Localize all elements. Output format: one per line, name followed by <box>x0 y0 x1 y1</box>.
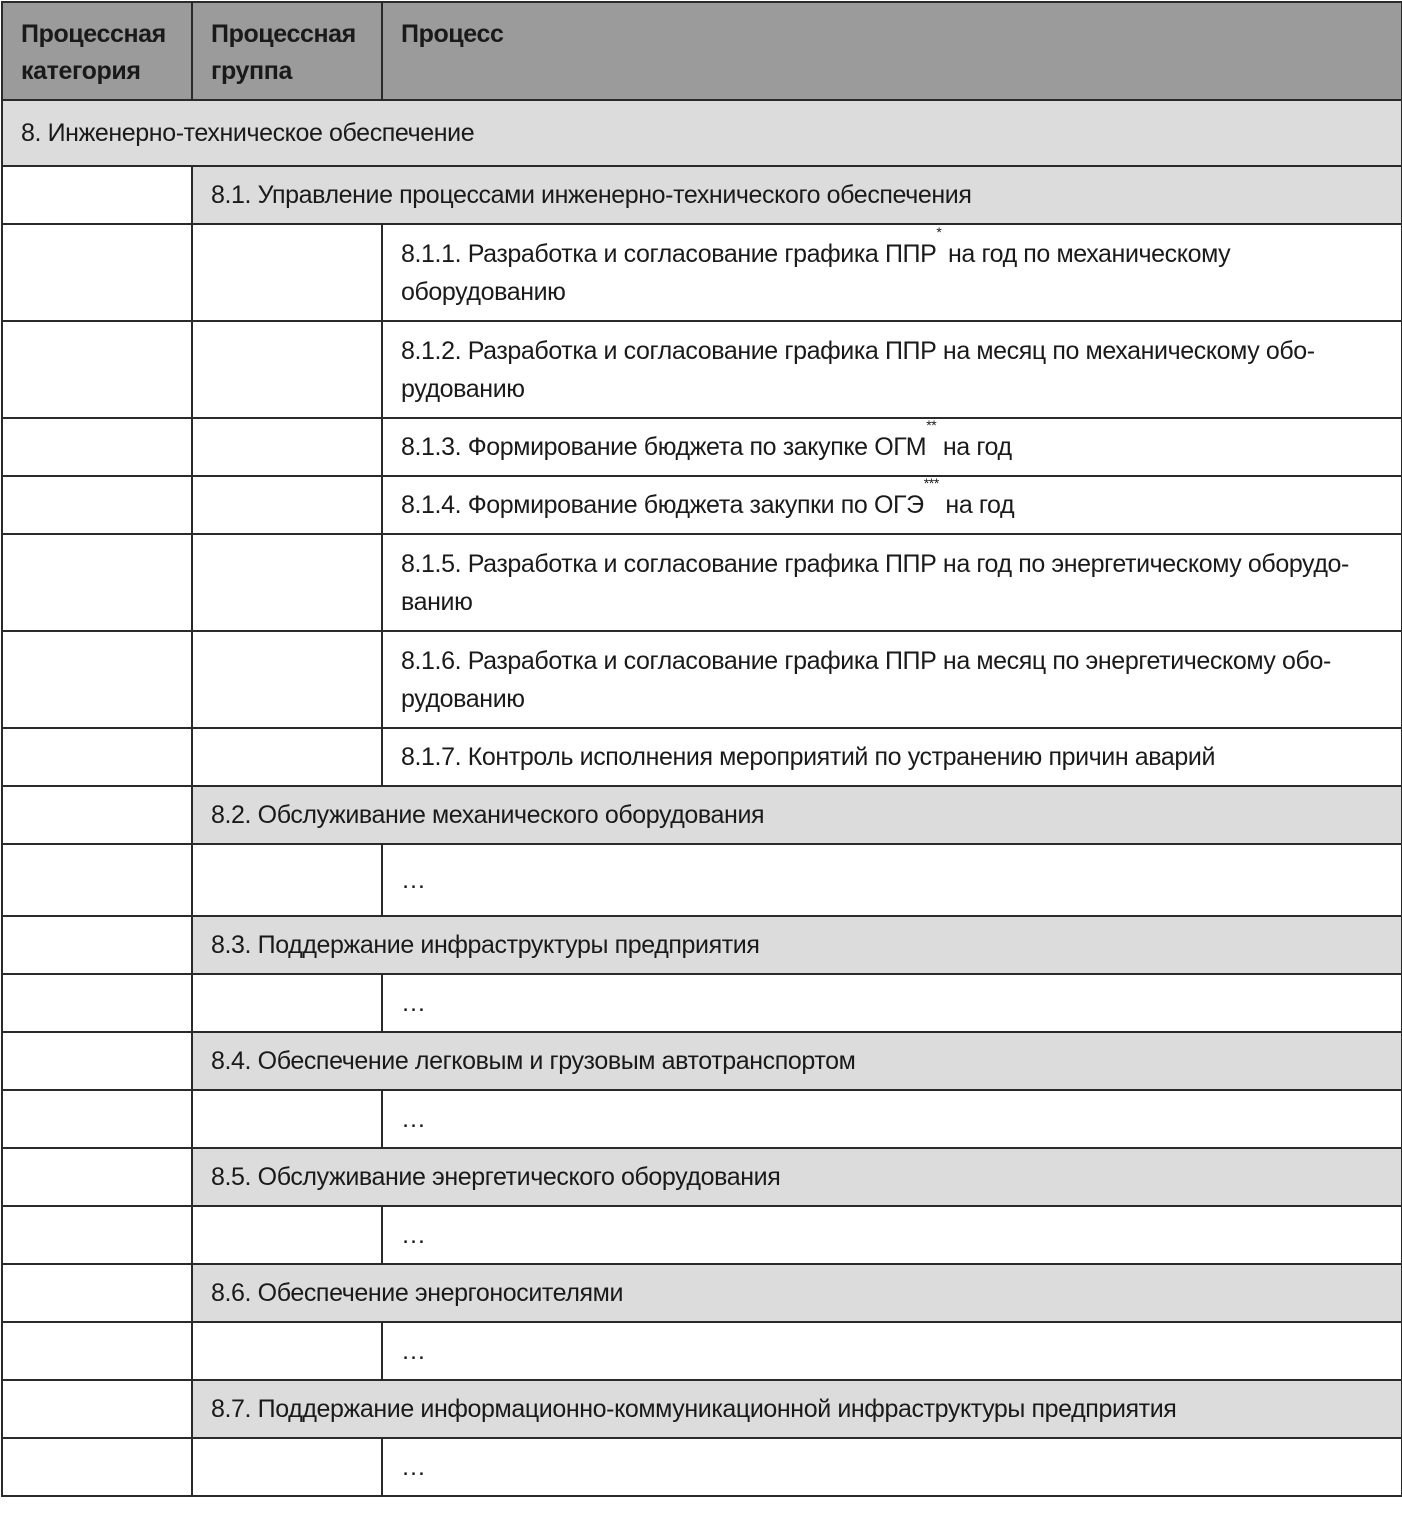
empty-cell <box>192 224 382 321</box>
empty-cell <box>2 844 192 916</box>
empty-cell <box>2 1380 192 1438</box>
group-label: 8.2. Обслуживание механического оборудования <box>192 786 1402 844</box>
process-row <box>2 1090 1402 1148</box>
empty-cell <box>2 786 192 844</box>
process-ellipsis: … <box>382 1438 1402 1496</box>
empty-cell <box>192 534 382 631</box>
empty-cell <box>2 1322 192 1380</box>
process-row <box>2 418 1402 476</box>
empty-cell <box>192 476 382 534</box>
group-label: 8.5. Обслуживание энергетического оборудования <box>192 1148 1402 1206</box>
group-row <box>2 1380 1402 1438</box>
empty-cell <box>2 321 192 418</box>
process-row <box>2 321 1402 418</box>
table-header-row <box>2 2 1402 100</box>
empty-cell <box>2 1438 192 1496</box>
group-label: 8.1. Управление процессами инженерно-технического обеспечения <box>192 166 1402 224</box>
empty-cell <box>192 631 382 728</box>
empty-cell <box>2 974 192 1032</box>
empty-cell <box>192 321 382 418</box>
process-row <box>2 844 1402 916</box>
header-category: Процессная категория <box>2 2 192 100</box>
empty-cell <box>2 916 192 974</box>
empty-cell <box>2 1032 192 1090</box>
footnote-marker: ** <box>926 417 937 433</box>
process-row <box>2 1322 1402 1380</box>
empty-cell <box>2 1148 192 1206</box>
process-ellipsis: … <box>382 844 1402 916</box>
empty-cell <box>192 1090 382 1148</box>
category-row <box>2 100 1402 166</box>
empty-cell <box>2 476 192 534</box>
empty-cell <box>192 418 382 476</box>
empty-cell <box>192 1206 382 1264</box>
category-label: 8. Инженерно-техническое обеспечение <box>2 100 1402 166</box>
empty-cell <box>2 728 192 786</box>
process-label: 8.1.4. Формирование бюджета закупки по ОГЭ*** на год <box>382 476 1402 534</box>
empty-cell <box>2 224 192 321</box>
process-row <box>2 534 1402 631</box>
group-row <box>2 1032 1402 1090</box>
process-row <box>2 1206 1402 1264</box>
empty-cell <box>192 844 382 916</box>
process-ellipsis: … <box>382 974 1402 1032</box>
process-label: 8.1.5. Разработка и согласование графика ППР на год по энергетическому оборудо-ванию <box>382 534 1402 631</box>
process-label: 8.1.6. Разработка и согласование графика ППР на месяц по энергетическому обо-рудованию <box>382 631 1402 728</box>
process-label: 8.1.2. Разработка и согласование графика ППР на месяц по механическому обо-рудованию <box>382 321 1402 418</box>
process-row <box>2 631 1402 728</box>
empty-cell <box>2 1206 192 1264</box>
empty-cell <box>192 974 382 1032</box>
process-ellipsis: … <box>382 1206 1402 1264</box>
group-label: 8.6. Обеспечение энергоносителями <box>192 1264 1402 1322</box>
empty-cell <box>2 534 192 631</box>
process-label: 8.1.3. Формирование бюджета по закупке ОГМ** на год <box>382 418 1402 476</box>
process-ellipsis: … <box>382 1090 1402 1148</box>
process-ellipsis: … <box>382 1322 1402 1380</box>
process-row <box>2 476 1402 534</box>
group-row <box>2 1264 1402 1322</box>
empty-cell <box>192 728 382 786</box>
process-row <box>2 728 1402 786</box>
process-label: 8.1.7. Контроль исполнения мероприятий по устранению причин аварий <box>382 728 1402 786</box>
process-table <box>1 1 1402 1497</box>
group-row <box>2 786 1402 844</box>
process-label: 8.1.1. Разработка и согласование графика ППР* на год по механическому оборудованию <box>382 224 1402 321</box>
empty-cell <box>2 1090 192 1148</box>
group-row <box>2 166 1402 224</box>
empty-cell <box>2 418 192 476</box>
group-row <box>2 1148 1402 1206</box>
empty-cell <box>192 1322 382 1380</box>
empty-cell <box>2 1264 192 1322</box>
empty-cell <box>192 1438 382 1496</box>
header-process: Процесс <box>382 2 1402 100</box>
group-label: 8.4. Обеспечение легковым и грузовым автотранспортом <box>192 1032 1402 1090</box>
process-row <box>2 974 1402 1032</box>
empty-cell <box>2 631 192 728</box>
footnote-marker: * <box>936 223 942 240</box>
footnote-marker: *** <box>923 475 939 491</box>
group-label: 8.7. Поддержание информационно-коммуникационной инфраструктуры предприятия <box>192 1380 1402 1438</box>
process-row <box>2 1438 1402 1496</box>
header-group: Процессная группа <box>192 2 382 100</box>
group-row <box>2 916 1402 974</box>
process-row <box>2 224 1402 321</box>
group-label: 8.3. Поддержание инфраструктуры предприятия <box>192 916 1402 974</box>
empty-cell <box>2 166 192 224</box>
